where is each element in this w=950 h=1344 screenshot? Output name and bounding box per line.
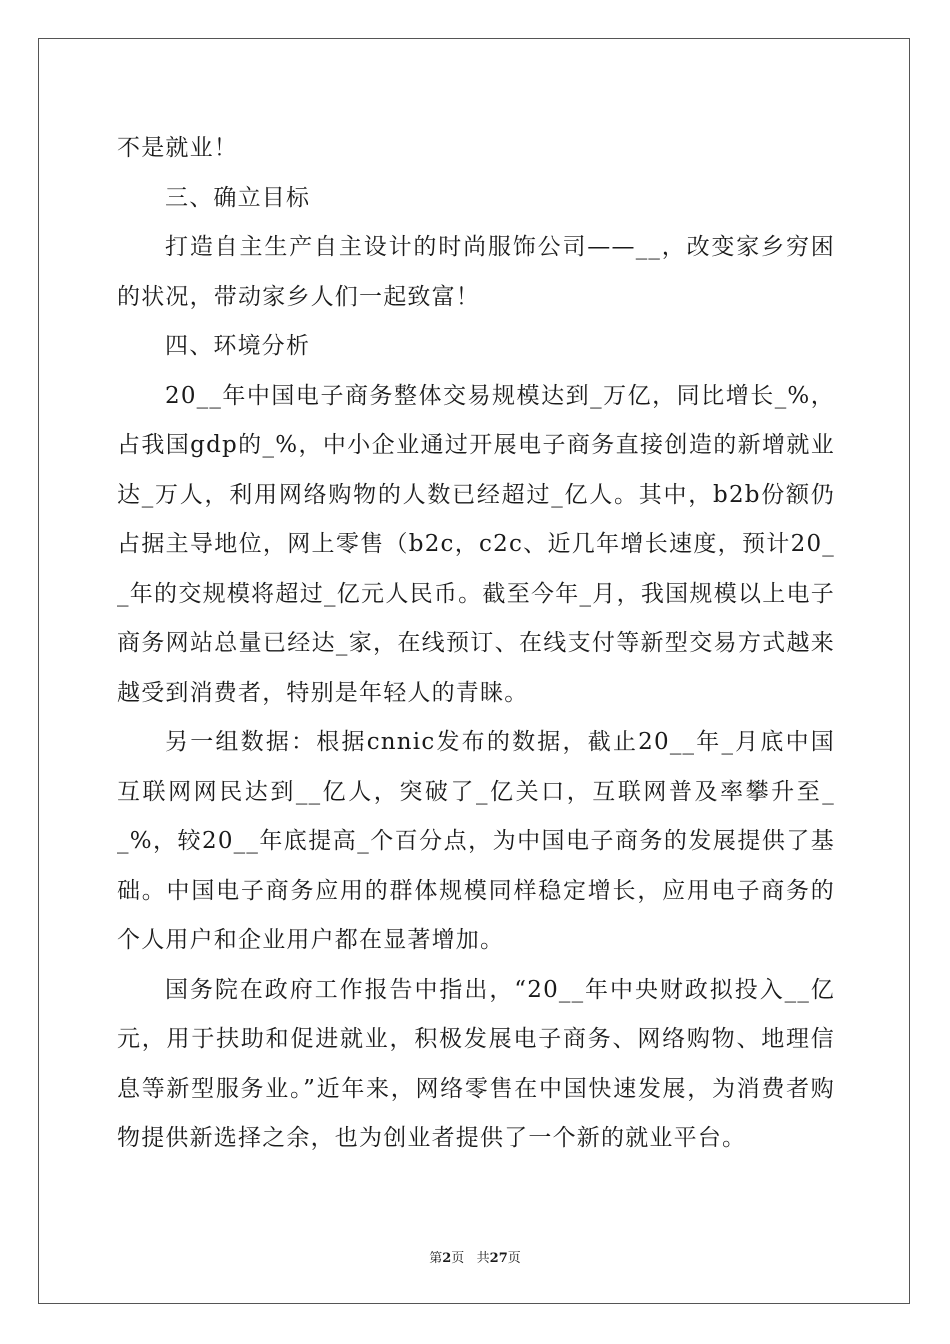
paragraph-cnnic-data: 另一组数据：根据cnnic发布的数据，截止20__年_月底中国互联网网民达到__亿人，突破了_亿关口，互联网普及率攀升至__%，较20__年底提高_个百分点，为中国电子商务的发展提供了基础。中国电子商务应用的群体规模同样稳定增长，应用电子商务的个人用户和企业用户都在显著增加。: [117, 729, 835, 953]
paragraph-goals: 打造自主生产自主设计的时尚服饰公司——__，改变家乡穷困的状况，带动家乡人们一起致富！: [117, 234, 835, 310]
page-mid: 页 共: [451, 1251, 490, 1266]
paragraph-state-council: 国务院在政府工作报告中指出，“20__年中央财政拟投入__亿元，用于扶助和促进就业，积极发展电子商务、网络购物、地理信息等新型服务业。”近年来，网络零售在中国快速发展，为消费者购物提供新选择之余，也为创业者提供了一个新的就业平台。: [117, 976, 835, 1151]
section-heading-environment: 四、环境分析: [165, 333, 311, 359]
document-body: [117, 124, 835, 1164]
paragraph-ecommerce-scale: 20__年中国电子商务整体交易规模达到_万亿，同比增长_%，占我国gdp的_%，中小企业通过开展电子商务直接创造的新增就业达_万人，利用网络购物的人数已经超过_亿人。其中，b2b份额仍占据主导地位，网上零售（b2c，c2c、近几年增长速度，预计20__年的交规模将超过_亿元人民币。截至今年_月，我国规模以上电子商务网站总量已经达_家，在线预订、在线支付等新型交易方式越来越受到消费者，特别是年轻人的青睐。: [117, 382, 835, 706]
page-suffix: 页: [507, 1251, 521, 1266]
page-prefix: 第: [429, 1251, 443, 1266]
page-total: 27: [489, 1251, 508, 1266]
section-heading-goals: 三、确立目标: [165, 184, 311, 211]
page-current: 2: [442, 1251, 452, 1266]
page-footer: [0, 1247, 950, 1266]
paragraph-1: 不是就业！: [117, 135, 238, 161]
